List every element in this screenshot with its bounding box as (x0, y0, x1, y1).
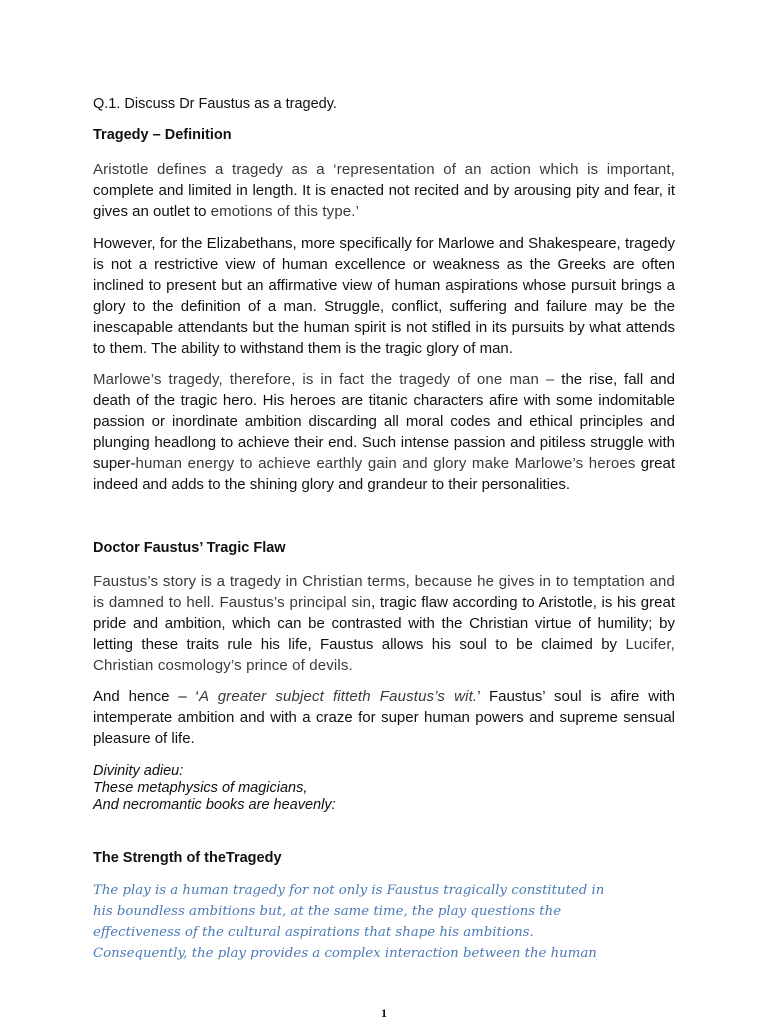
heading-tragedy-definition: Tragedy – Definition (93, 127, 232, 143)
paragraph-aristotle-definition (93, 159, 675, 222)
text-soft-run: Faustus’s story is a tragedy in Christian terms, because he gives in to temptation and is damned to hell. Faustus’s principal sin (93, 573, 675, 611)
text-soft-run: Marlowe’s tragedy, therefore, is in fact the tragedy of one man – (93, 371, 562, 388)
paragraph-marlowe-tragedy (93, 369, 675, 495)
verse-line: Divinity adieu: (93, 763, 184, 779)
text-soft-run: Aristotle defines a tragedy as a ‘representation of an action which is important, (93, 161, 675, 178)
text-soft-run: emotions of this type.’ (210, 203, 360, 220)
heading-tragic-flaw: Doctor Faustus’ Tragic Flaw (93, 540, 286, 556)
strength-line: The play is a human tragedy for not only is Faustus tragically constituted in (93, 883, 605, 898)
verse-line: These metaphysics of magicians, (93, 780, 308, 796)
strength-line: Consequently, the play provides a complex interaction between the human (93, 946, 597, 961)
question-title: Q.1. Discuss Dr Faustus as a tragedy. (93, 96, 337, 112)
strength-line: effectiveness of the cultural aspirations that shape his ambitions. (93, 925, 534, 940)
verse-line: And necromantic books are heavenly: (93, 797, 336, 813)
text-soft-run: Lucifer, Christian cosmology’s prince of devils. (93, 636, 675, 674)
text-run: ’ Faustus’ soul is afire with intemperate ambition and with a craze for super human powers and supreme sensual pleasure of life. (93, 688, 675, 747)
quote-italic: A greater subject fitteth Faustus’s wit. (199, 688, 478, 705)
paragraph-christian-terms (93, 571, 675, 676)
text-soft-run: human energy to achieve earthly gain and glory make Marlowe’s heroes (135, 455, 636, 472)
paragraph-elizabethans: However, for the Elizabethans, more specifically for Marlowe and Shakespeare, tragedy is not a restrictive view of human excellence or weakness as the Greeks are often inclined to present but an affirmative view of human aspirations whose pursuit brings a glory to the definition of a man. Struggle, conflict, suffering and failure may be the inescapable attendants but the human spirit is not stifled in its pursuits by what attends to them. The ability to withstand them is the tragic glory of man. (93, 235, 675, 357)
text-run: And hence – ‘ (93, 688, 200, 705)
text-run: the rise, fall and death of the tragic hero. His heroes are titanic characters afire with some indomitable passion or inordinate ambition discarding all moral codes and ethical principles and plunging headlong to achieve their end. Such intense passion and pitiless struggle with super- (93, 371, 675, 472)
paragraph-greater-subject (93, 686, 675, 749)
text-run: , tragic flaw according to Aristotle, is his great pride and ambition, which can be contrasted with the Christian virtue of humility; by letting these traits rule his life, Faustus allows his soul to be claimed by (93, 594, 675, 653)
text-run: complete and limited in length. It is enacted not recited and by arousing pity and fear, it gives an outlet to (93, 182, 675, 220)
heading-strength: The Strength of theTragedy (93, 850, 282, 866)
paragraph-strength-italic (93, 880, 693, 964)
strength-line: his boundless ambitions but, at the same time, the play questions the (93, 904, 562, 919)
text-run: great indeed and adds to the shining glory and grandeur to their personalities. (93, 455, 676, 493)
page-number: 1 (381, 1006, 387, 1020)
verse-quote (93, 763, 675, 814)
